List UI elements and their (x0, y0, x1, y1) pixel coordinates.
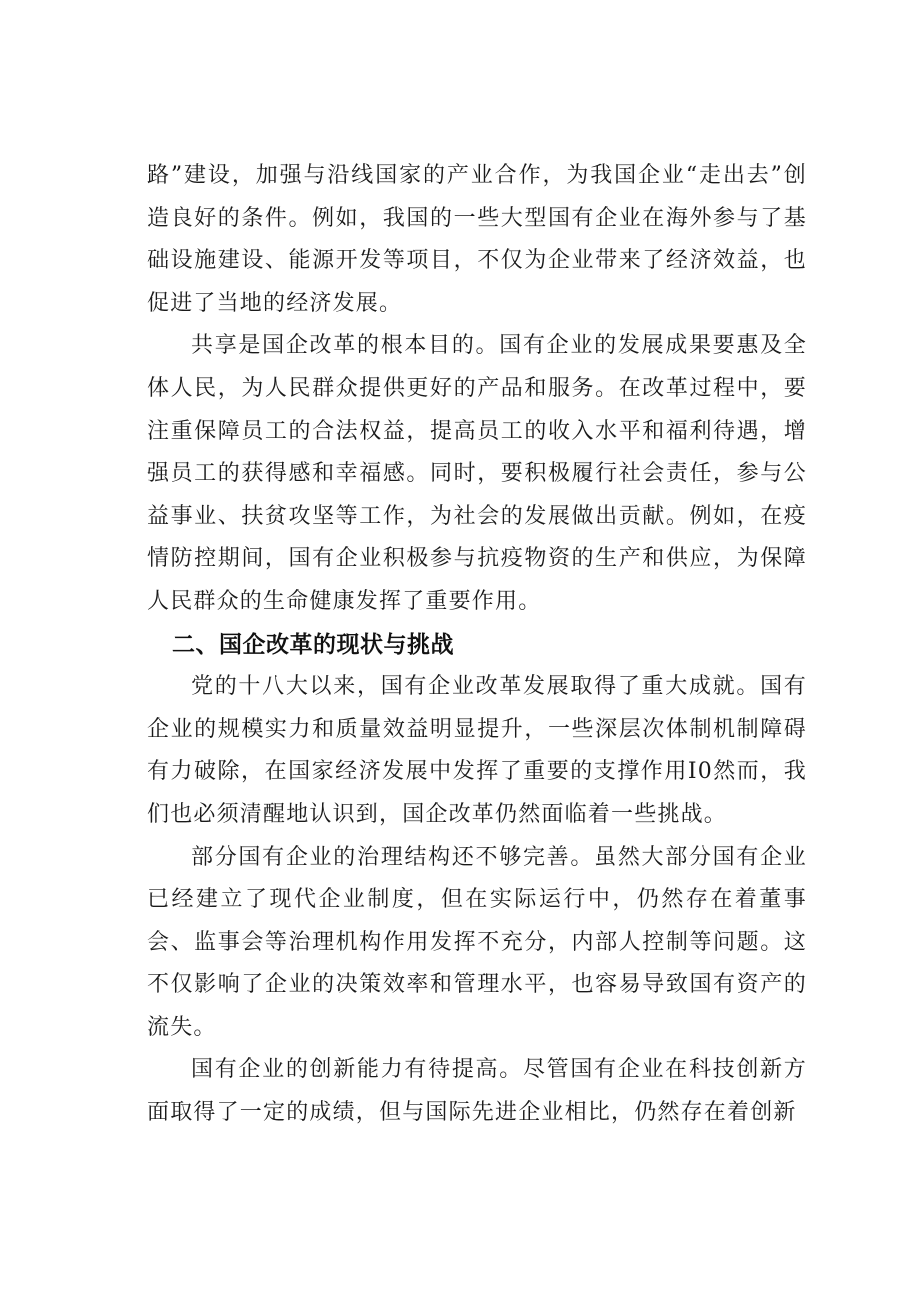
paragraph-sharing-goal: 共享是国企改革的根本目的。国有企业的发展成果要惠及全体人民，为人民群众提供更好的产品和服务。在改革过程中，要注重保障员工的合法权益，提高员工的收入水平和福利待遇，增强员工的获得感和幸福感。同时，要积极履行社会责任，参与公益事业、扶贫攻坚等工作，为社会的发展做出贡献。例如，在疫情防控期间，国有企业积极参与抗疫物资的生产和供应，为保障人民群众的生命健康发挥了重要作用。 (147, 333, 807, 614)
paragraph-governance: 部分国有企业的治理结构还不够完善。虽然大部分国有企业已经建立了现代企业制度，但在实际运行中，仍然存在着董事会、监事会等治理机构作用发挥不充分，内部人控制等问题。这不仅影响了企业的决策效率和管理水平，也容易导致国有资产的流失。 (147, 844, 807, 1040)
document-body (147, 155, 807, 1135)
paragraph-innovation: 国有企业的创新能力有待提高。尽管国有企业在科技创新方面取得了一定的成绩，但与国际先进企业相比，仍然存在着创新 (147, 1057, 807, 1126)
section-heading: 二、国企改革的现状与挑战 (172, 631, 454, 658)
paragraph-achievements: 党的十八大以来，国有企业改革发展取得了重大成就。国有企业的规模实力和质量效益明显提升，一些深层次体制机制障碍有力破除，在国家经济发展中发挥了重要的支撑作用I0然而，我们也必须清醒地认识到，国企改革仍然面临着一些挑战。 (147, 674, 807, 827)
paragraph-continuation: 路”建设，加强与沿线国家的产业合作，为我国企业“走出去”创造良好的条件。例如，我国的一些大型国有企业在海外参与了基础设施建设、能源开发等项目，不仅为企业带来了经济效益，也促进了当地的经济发展。 (147, 163, 807, 316)
